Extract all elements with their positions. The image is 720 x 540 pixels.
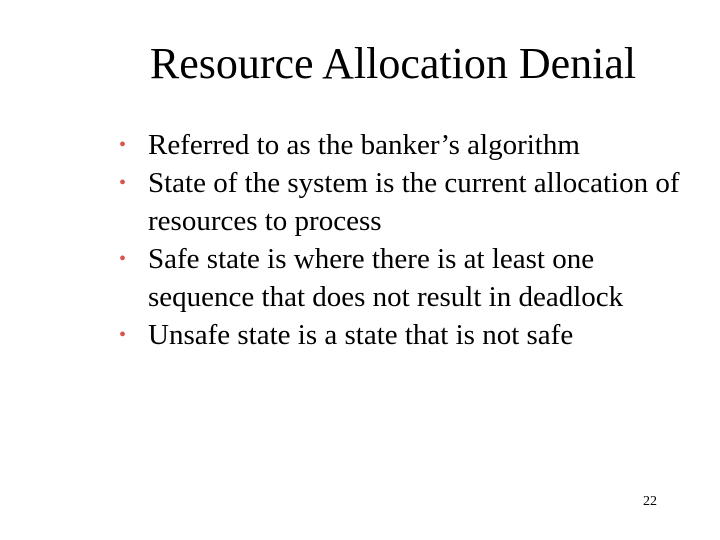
bullet-list [112,126,702,354]
bullet-text: Safe state is where there is at least one sequence that does not result in deadlock [148,243,624,313]
slide-title: Resource Allocation Denial [149,39,637,88]
bullet-icon: • [119,134,127,156]
bullet-item [112,164,702,240]
page-number: 22 [643,494,657,509]
bullet-item [112,240,702,316]
bullet-item [112,316,702,354]
bullet-icon: • [119,324,127,346]
bullet-text: Unsafe state is a state that is not safe [148,319,574,351]
bullet-item [112,126,702,164]
bullet-text: State of the system is the current allocation of resources to process [148,167,680,237]
bullet-text: Referred to as the banker’s algorithm [148,129,580,161]
bullet-icon: • [119,172,127,194]
bullet-icon: • [119,248,127,270]
